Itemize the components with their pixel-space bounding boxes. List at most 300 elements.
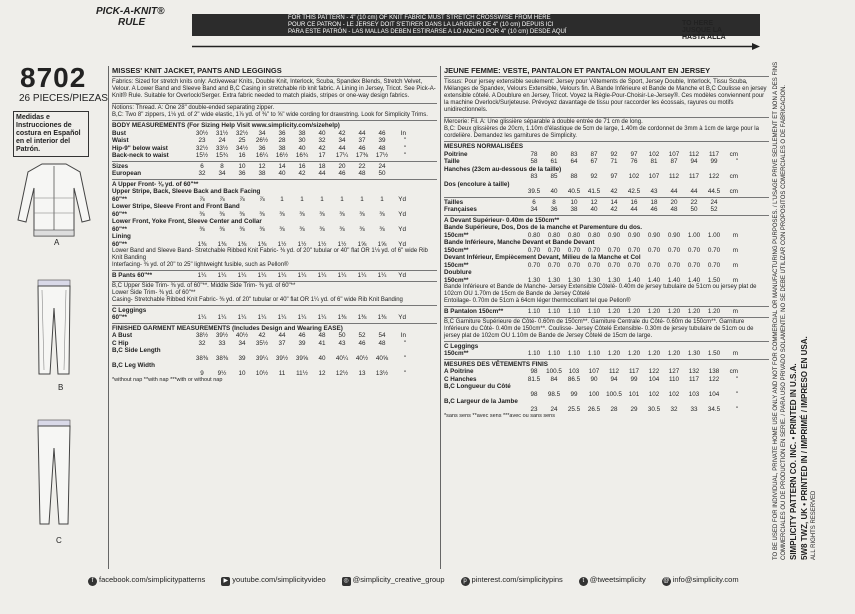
cell-value: 100.5	[546, 368, 562, 375]
cell-value: 0.70	[687, 246, 701, 254]
cell-value: 1½	[297, 240, 307, 248]
cell-value: 1.10	[527, 350, 541, 357]
fabric-line: A Devant Supérieur- 0.40m de 150cm**	[444, 216, 560, 224]
cell-value: 1.20	[707, 308, 721, 315]
table-row	[444, 173, 769, 181]
cell-value: 0.90	[647, 231, 661, 239]
cell-value: 97	[610, 173, 618, 180]
cell-value: 1¼	[297, 272, 307, 279]
cell-value: 110	[668, 375, 680, 383]
cell-value: 102	[648, 390, 660, 398]
cell-value: 36	[258, 144, 266, 152]
cell-value: 22	[358, 162, 366, 170]
cell-value: 44	[670, 188, 678, 195]
cell-value: 40	[278, 170, 286, 177]
row-label: 150cm**	[444, 231, 469, 239]
twitter-link[interactable]: t @tweetsimplicity	[579, 575, 646, 586]
cell-value: ⅜	[259, 225, 265, 233]
row-label: 60"**	[112, 195, 127, 203]
table-row	[444, 391, 769, 399]
social-footer	[88, 575, 739, 586]
cell-value: 0.70	[527, 261, 541, 269]
cell-value: 28	[278, 137, 286, 144]
cell-value: 34	[530, 206, 538, 213]
table-row	[112, 196, 437, 204]
cell-value: 132	[688, 368, 700, 375]
table-row	[112, 340, 437, 348]
table-row	[444, 376, 769, 384]
cell-value: 1⅜	[337, 314, 347, 321]
unit-label	[392, 163, 406, 171]
cell-value: 38	[258, 170, 266, 177]
cell-value: 36	[238, 170, 246, 177]
table-row	[112, 355, 437, 363]
cell-value: 38½	[195, 332, 209, 339]
cell-value: 30	[298, 137, 306, 144]
cell-value: 83	[570, 150, 578, 158]
cell-value: 1.40	[667, 276, 681, 284]
table-row	[444, 262, 769, 270]
fabric-line: Dos (encolure à taille)	[444, 180, 510, 188]
row-label: Back-neck to waist	[112, 152, 169, 159]
instagram-link[interactable]: ◎ @simplicity_creative_group	[343, 575, 445, 584]
cell-value: 1¼	[357, 272, 367, 279]
cell-value: 18	[318, 162, 326, 170]
cell-value: 107	[668, 150, 680, 158]
cell-value: 1	[320, 195, 324, 203]
cell-value: 117	[688, 375, 700, 383]
pattern-number: 8702	[20, 62, 87, 93]
cell-value: 16¾	[295, 152, 309, 159]
cell-value: 0.70	[567, 261, 581, 269]
cell-value: 22	[690, 198, 698, 206]
cell-value: 44	[278, 332, 286, 339]
pinterest-link[interactable]: p pinterest.com/simplicitypins	[461, 575, 563, 586]
pick-a-knit-rule-bar	[192, 14, 760, 36]
cell-value: 34	[238, 339, 246, 347]
table-row	[444, 406, 769, 414]
cell-value: 80	[550, 150, 558, 158]
cell-value: 40⅝	[375, 354, 389, 362]
cell-value: 102	[648, 150, 660, 158]
cell-value: 39.5	[527, 188, 541, 195]
nap-legend: *sans sens **avec sens ***avec ou sans sens	[444, 413, 555, 419]
youtube-link[interactable]: ▶ youtube.com/simplicityvideo	[221, 575, 325, 586]
row-label	[444, 188, 524, 196]
cell-value: 41	[318, 339, 326, 347]
french-title: JEUNE FEMME: VESTE, PANTALON ET PANTALON MOULANT EN JERSEY	[444, 66, 711, 75]
table-row	[112, 211, 437, 219]
cell-value: 18	[650, 198, 658, 206]
cell-value: 30.5	[647, 405, 661, 413]
pick-a-knit-label: PICK-A-KNIT® RULE	[96, 6, 165, 28]
cell-value: 40	[318, 354, 326, 362]
cell-value: 16	[238, 152, 246, 159]
cell-value: 12	[258, 162, 266, 170]
table-row	[112, 272, 437, 280]
cell-value: 33	[218, 339, 226, 347]
cell-value: 32½	[195, 144, 209, 152]
cell-value: 1¼	[257, 272, 267, 279]
cell-value: 0.70	[587, 261, 601, 269]
cell-value: 107	[588, 368, 600, 375]
cell-value: 1½	[277, 240, 287, 248]
row-label	[112, 355, 192, 363]
cell-value: 26½	[255, 137, 269, 144]
cell-value: 1.40	[687, 276, 701, 284]
unit-label: "	[403, 354, 406, 362]
cell-value: 1	[360, 195, 364, 203]
fabric-line: Lower Side Trim- ⅜ yd. of 60"**	[112, 289, 196, 296]
cell-value: ⅜	[339, 225, 345, 233]
cell-value: 1.30	[547, 276, 561, 284]
fabric-line: Upper Stripe, Back, Sleeve Back and Back Facing	[112, 188, 261, 195]
cell-value: 10	[238, 162, 246, 170]
cell-value: 46	[298, 332, 306, 339]
cell-value: 1.30	[567, 276, 581, 284]
cell-value: 1⅜	[357, 314, 367, 321]
rule-text-en: FOR THIS PATTERN - 4" (10 cm) OF KNIT FABRIC MUST STRETCH CROSSWISE FROM HERE	[288, 15, 551, 21]
body-measurements-heading: BODY MEASUREMENTS (For Sizing Help Visit www.simplicity.com/sizehelp)	[112, 122, 340, 129]
cell-value: 39⅝	[295, 354, 309, 362]
table-row	[112, 130, 437, 138]
cell-value: 1⅜	[377, 314, 387, 321]
cell-value: 101	[628, 390, 640, 398]
table-row	[112, 145, 437, 153]
cell-value: 122	[708, 375, 720, 383]
cell-value: ⅞	[259, 195, 265, 203]
cell-value: 92	[590, 173, 598, 180]
cell-value: 0.90	[627, 231, 641, 239]
cell-value: 48	[358, 170, 366, 177]
cell-value: ⅜	[239, 210, 245, 218]
mesures-heading: MESURES NORMALISÉES	[444, 143, 524, 150]
cell-value: 42.5	[627, 188, 641, 195]
cell-value: 81	[650, 158, 658, 165]
cell-value: 117	[708, 150, 720, 158]
table-row	[444, 188, 769, 196]
row-label: Hip-9" below waist	[112, 144, 168, 152]
cell-value: ⅞	[199, 195, 205, 203]
cell-value: 0.70	[547, 246, 561, 254]
table-row	[444, 368, 769, 376]
row-label: 60"**	[112, 225, 127, 233]
cell-value: 0.70	[547, 261, 561, 269]
cell-value: 42	[298, 170, 306, 177]
cell-value: 17	[318, 152, 326, 159]
cell-value: 0.90	[607, 231, 621, 239]
fabric-line: Doublure	[444, 269, 472, 276]
cell-value: 122	[708, 173, 720, 180]
cell-value: 40½	[235, 332, 249, 339]
cell-value: 1¼	[217, 272, 227, 279]
table-row	[444, 151, 769, 159]
view-c-drawing	[34, 418, 74, 533]
cell-value: 127	[668, 368, 680, 375]
facebook-icon: f	[88, 577, 97, 586]
cell-value: 52	[358, 332, 366, 339]
cell-value: 1.50	[707, 276, 721, 284]
row-label: A Bust	[112, 332, 133, 339]
cell-value: 67	[590, 158, 598, 165]
unit-label: "	[403, 369, 406, 377]
cell-value: 9½	[217, 369, 227, 377]
table-row	[112, 370, 437, 378]
cell-value: 1⅝	[357, 240, 367, 248]
cell-value: 0.70	[647, 246, 661, 254]
cell-value: 58	[530, 158, 538, 165]
cell-value: 34	[258, 129, 266, 137]
cell-value: 87	[670, 158, 678, 165]
notions-text-2: B,C: Two 8" zippers, 1⅛ yd. of 2" wide elastic, 1⅞ yd. of ⅜" to ⅝" wide cording for drawstring. Look for Simplicity Trims.	[112, 112, 428, 118]
cell-value: 1	[340, 195, 344, 203]
unit-label: "	[735, 158, 738, 165]
unit-label: Yd	[398, 195, 406, 203]
facebook-link[interactable]: f facebook.com/simplicitypatterns	[88, 575, 205, 586]
cell-value: 112	[608, 368, 620, 375]
email-icon: @	[663, 578, 670, 584]
unit-label: m	[732, 308, 738, 315]
finished-measurements-heading: FINISHED GARMENT MEASUREMENTS (Includes Design and Wearing EASE)	[112, 324, 343, 332]
view-b-drawing	[34, 278, 74, 383]
fabric-line: Entoilage- 0.70m de 51cm à 64cm léger thermocollant tel que Pellon®	[444, 298, 631, 304]
cell-value: ⅜	[319, 225, 325, 233]
cell-value: 76	[630, 158, 638, 165]
cell-value: 0.70	[647, 261, 661, 269]
cell-value: 24	[378, 162, 386, 170]
cell-value: 1.20	[627, 308, 641, 315]
cell-value: 8	[552, 198, 556, 206]
cell-value: 1⅜	[257, 240, 267, 248]
cell-value: 1¼	[317, 314, 327, 321]
unit-label: cm	[729, 150, 738, 158]
rule-text-fr: POUR CE PATRON - LE JERSEY DOIT S'ETIRER DANS LA LARGEUR DE 4" (10 cm) DEPUIS ICI	[288, 22, 554, 28]
cell-value: 32	[670, 405, 678, 413]
unit-label: m	[732, 350, 738, 357]
cell-value: ⅜	[379, 210, 385, 218]
cell-value: 39¼	[255, 354, 269, 362]
cell-value: 104	[648, 375, 660, 383]
row-label: B Pants 60"**	[112, 272, 153, 279]
cell-value: 1.30	[527, 276, 541, 284]
row-label: 60"**	[112, 210, 127, 218]
cell-value: 1⅜	[217, 240, 227, 248]
unit-label: "	[403, 339, 406, 347]
cell-value: 1.20	[667, 308, 681, 315]
cell-value: 0.70	[707, 261, 721, 269]
cell-value: 25	[238, 137, 246, 144]
fabric-line: B,C Garniture Supérieure de Côté- 0.60m de 150cm**. Garniture Centrale du Côté- 0.60m de 150cm**. Garniture Inférieure du Côté- 0.40m de 150cm**. Coulisse- Jersey Côtelé Extensible- 0.30m de jersey tubulaire de 51cm ou de jersey plat de 102cm OU 1.10m de Bande de Jersey Côtelé de 15cm de large.	[444, 318, 754, 339]
cell-value: 122	[648, 368, 660, 375]
cell-value: 48	[670, 206, 678, 213]
table-row	[444, 199, 769, 207]
table-row	[444, 232, 769, 240]
row-label: Poitrine	[444, 150, 468, 158]
unit-label: Yd	[398, 225, 406, 233]
cell-value: 1.20	[687, 308, 701, 315]
cell-value: 38⅜	[215, 354, 229, 362]
cell-value: 48	[378, 144, 386, 152]
unit-label: Yd	[398, 314, 406, 321]
view-a-label: A	[54, 238, 60, 247]
cell-value: 112	[688, 150, 700, 158]
cell-value: 0.90	[667, 231, 681, 239]
cell-value: 0.70	[627, 246, 641, 254]
cell-value: ⅜	[299, 225, 305, 233]
fabric-line: Bande Inférieure et Bande de Manche- Jersey Extensible Côtelé- 0.40m de jersey tubulaire de 51cm ou jersey plat de 102cm OU 1.70m de 15cm de Bande de Jersey Côtelé	[444, 284, 757, 297]
cell-value: 40½	[355, 354, 369, 362]
table-row	[444, 247, 769, 255]
cell-value: 39	[378, 137, 386, 144]
cell-value: 1¼	[277, 272, 287, 279]
row-label	[444, 391, 524, 399]
cell-value: 6	[200, 162, 204, 170]
fabric-line: Lower Band and Sleeve Band- Stretchable Ribbed Knit Fabric- ⅜ yd. of 20" tubular or 40" flat OR 1⅛ yd. of 6" wide Rib Knit Banding	[112, 248, 428, 261]
fabric-line: Lining	[112, 233, 131, 240]
pinterest-icon: p	[461, 577, 470, 586]
cell-value: 24	[550, 405, 558, 413]
cell-value: 32	[198, 339, 206, 347]
row-label: 60"**	[112, 240, 127, 248]
piece-count: 26 PIECES/PIEZAS	[19, 93, 108, 104]
cell-value: 1.20	[667, 350, 681, 357]
divider	[108, 66, 109, 569]
finished-measurements-heading: MESURES DES VÊTEMENTS FINIS	[444, 360, 548, 368]
cell-value: 46	[358, 144, 366, 152]
cell-value: 44	[318, 170, 326, 177]
cell-value: 44	[690, 188, 698, 195]
cell-value: 0.70	[687, 261, 701, 269]
unit-label: "	[403, 137, 406, 144]
cell-value: 52	[710, 206, 718, 213]
cell-value: 97	[630, 150, 638, 158]
cell-value: 39½	[275, 354, 289, 362]
cell-value: 44	[630, 206, 638, 213]
english-title: MISSES' KNIT JACKET, PANTS AND LEGGINGS	[112, 66, 282, 75]
cell-value: ⅜	[219, 210, 225, 218]
row-label: European	[112, 170, 142, 177]
cell-value: 37	[358, 137, 366, 144]
table-row	[444, 158, 769, 166]
cell-value: 78	[530, 150, 538, 158]
cell-value: 29	[630, 405, 638, 413]
cell-value: 30½	[195, 129, 209, 137]
cell-value: 40.5	[567, 188, 581, 195]
cell-value: 81.5	[527, 375, 541, 383]
cell-value: 1¼	[337, 272, 347, 279]
cell-value: ⅜	[259, 210, 265, 218]
notions-text: Notions: Thread. A: One 28" double-ended separating zipper.	[112, 105, 275, 111]
row-label: Tailles	[444, 198, 464, 206]
cell-value: 44.5	[707, 188, 721, 195]
cell-value: 100	[588, 390, 600, 398]
unit-label: "	[735, 375, 738, 383]
row-label: 60"**	[112, 314, 127, 321]
cell-value: 71	[610, 158, 618, 165]
cell-value: 39½	[215, 332, 229, 339]
cell-value: 1.10	[567, 350, 581, 357]
cell-value: 1.20	[607, 350, 621, 357]
cell-value: 1⅝	[377, 240, 387, 248]
cell-value: 28	[610, 405, 618, 413]
cell-value: 1¼	[377, 272, 387, 279]
twitter-icon: t	[579, 577, 588, 586]
cell-value: 10½	[255, 369, 269, 377]
cell-value: 1	[280, 195, 284, 203]
fabric-line: Bande Inférieure, Manche Devant et Bande Devant	[444, 239, 595, 246]
cell-value: 14	[610, 198, 618, 206]
cell-value: 1¼	[217, 314, 227, 321]
cell-value: 1¼	[237, 314, 247, 321]
cell-value: 50	[690, 206, 698, 213]
unit-label: m	[732, 231, 738, 239]
cell-value: 33	[690, 405, 698, 413]
row-label: Waist	[112, 137, 129, 144]
cell-value: 0.70	[607, 261, 621, 269]
cell-value: ⅜	[339, 210, 345, 218]
cell-value: 88	[570, 173, 578, 180]
table-row	[112, 137, 437, 145]
row-label: 150cm**	[444, 261, 469, 269]
nap-legend: *without nap **with nap ***with or without nap	[112, 377, 223, 383]
cell-value: 64	[570, 158, 578, 165]
fabric-line: A Upper Front- ⅜ yd. of 60"**	[112, 180, 199, 188]
unit-label: m	[732, 276, 738, 284]
cell-value: 1.20	[647, 308, 661, 315]
cell-value: 43	[650, 188, 658, 195]
unit-label: cm	[729, 368, 738, 375]
row-label: 150cm**	[444, 246, 469, 254]
cell-value: 39	[238, 354, 246, 362]
unit-label: m	[732, 246, 738, 254]
unit-label	[392, 170, 406, 178]
cell-value: 36	[550, 206, 558, 213]
cell-value: 0.70	[627, 261, 641, 269]
cell-value: 38	[298, 129, 306, 137]
fabric-line: Hanches (23cm au-dessous de la taille)	[444, 165, 562, 173]
cell-value: ⅞	[219, 195, 225, 203]
cell-value: 40¼	[335, 354, 349, 362]
cell-value: ⅜	[319, 210, 325, 218]
cell-value: 107	[648, 173, 660, 180]
cell-value: 0.80	[527, 231, 541, 239]
cell-value: 38	[570, 206, 578, 213]
cell-value: 46	[378, 129, 386, 137]
cell-value: 112	[668, 173, 680, 180]
cell-value: 16½	[275, 152, 289, 159]
cell-value: 0.70	[707, 246, 721, 254]
cell-value: 20	[670, 198, 678, 206]
cell-value: 1.20	[647, 350, 661, 357]
unit-label: "	[403, 152, 406, 159]
cell-value: 86.5	[567, 375, 581, 383]
cell-value: 42	[610, 188, 618, 195]
cell-value: 1¼	[197, 272, 207, 279]
cell-value: 34	[218, 170, 226, 177]
cell-value: 99	[710, 158, 718, 165]
cell-value: 90	[590, 375, 598, 383]
cell-value: ⅞	[239, 195, 245, 203]
email-link[interactable]: @ info@simplicity.com	[663, 575, 739, 584]
cell-value: 11½	[296, 369, 308, 377]
fabric-line: Casing- Stretchable Ribbed Knit Fabric- ⅜ yd. of 20" tubular or 40" flat OR 1¼ yd. of 6" wide Rib Knit Banding	[112, 296, 403, 303]
cell-value: 1½	[337, 240, 347, 248]
cell-value: 0.80	[587, 231, 601, 239]
row-label: Taille	[444, 158, 460, 165]
table-row	[112, 170, 437, 178]
cell-value: 138	[708, 368, 720, 375]
cell-value: ⅜	[279, 210, 285, 218]
